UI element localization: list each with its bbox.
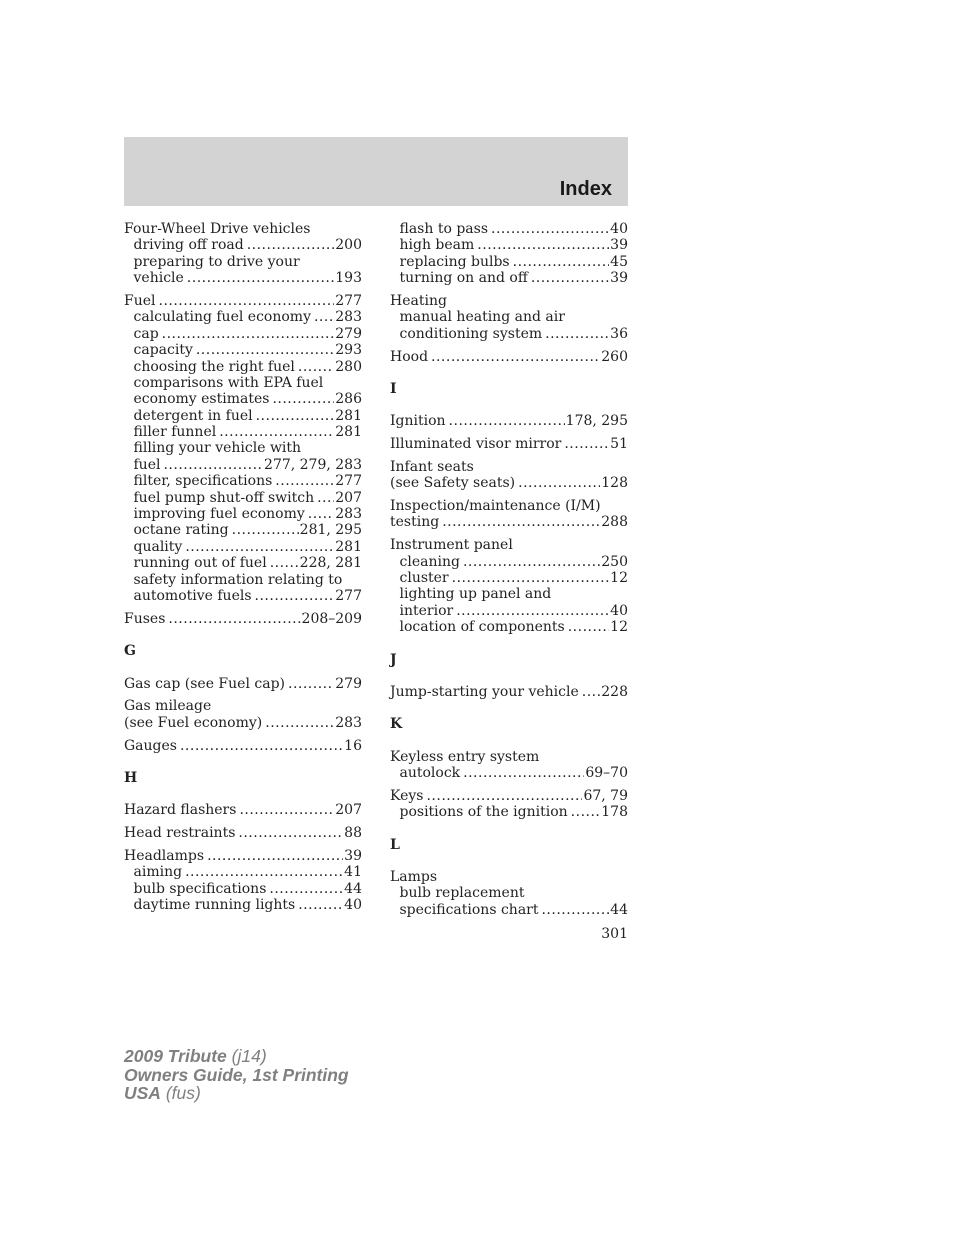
dot-leader xyxy=(314,309,334,325)
entry-page-reference: 45 xyxy=(610,253,628,270)
entry-text: Headlamps xyxy=(124,847,205,864)
dot-leader xyxy=(163,457,263,473)
entry-text: conditioning system xyxy=(399,325,543,342)
entry-page-reference: 178, 295 xyxy=(565,413,628,430)
entry-text: Fuel xyxy=(124,292,156,309)
index-subentry xyxy=(124,490,362,506)
entry-page-reference: 288 xyxy=(601,514,628,531)
index-entry xyxy=(124,802,362,818)
entry-text: high beam xyxy=(399,237,475,254)
index-subentry xyxy=(390,586,628,602)
dot-leader xyxy=(298,897,343,913)
entry-text: Four-Wheel Drive vehicles xyxy=(124,221,311,237)
dot-leader xyxy=(255,588,335,604)
index-subentry xyxy=(124,270,362,286)
section-letter-heading: K xyxy=(390,716,403,733)
entry-page-reference: 39 xyxy=(610,270,628,287)
entry-text: filter, specifications xyxy=(133,473,273,490)
index-subentry xyxy=(390,570,628,586)
entry-text: bulb replacement xyxy=(399,885,525,902)
dot-leader xyxy=(442,514,600,530)
dot-leader xyxy=(431,349,600,365)
index-subentry xyxy=(390,902,628,918)
index-subentry xyxy=(390,765,628,781)
entry-text: preparing to drive your xyxy=(133,253,300,270)
entry-text: fuel xyxy=(133,456,161,473)
entry-text: safety information relating to xyxy=(133,571,343,588)
section-letter-heading: L xyxy=(390,836,400,853)
entry-text: economy estimates xyxy=(133,391,270,408)
index-subentry xyxy=(390,326,628,342)
footer-line-3 xyxy=(124,1084,349,1103)
entry-page-reference: 283 xyxy=(335,309,362,326)
dot-leader xyxy=(531,270,609,286)
entry-page-reference: 12 xyxy=(610,619,628,636)
index-subentry xyxy=(124,522,362,538)
entry-page-reference: 36 xyxy=(610,325,628,342)
dot-leader xyxy=(308,506,335,522)
entry-page-reference: 39 xyxy=(344,847,362,864)
entry-text: Keys xyxy=(390,787,424,804)
dot-leader xyxy=(232,522,299,538)
footer xyxy=(124,1047,349,1103)
dot-leader xyxy=(187,270,334,286)
entry-page-reference: 293 xyxy=(335,342,362,359)
index-entry xyxy=(390,869,628,885)
entry-page-reference: 44 xyxy=(610,901,628,918)
dot-leader xyxy=(564,436,609,452)
index-subentry xyxy=(390,804,628,820)
entry-page-reference: 277 xyxy=(335,587,362,604)
dot-leader xyxy=(239,802,334,818)
entry-text: quality xyxy=(133,538,183,555)
dot-leader xyxy=(571,804,601,820)
entry-text: capacity xyxy=(133,342,193,359)
dot-leader xyxy=(238,825,343,841)
entry-page-reference: 39 xyxy=(610,237,628,254)
entry-text: automotive fuels xyxy=(133,587,252,604)
dot-leader xyxy=(456,603,609,619)
dot-leader xyxy=(426,788,582,804)
footer-line-1 xyxy=(124,1047,349,1066)
entry-text: bulb specifications xyxy=(133,880,267,897)
index-subentry xyxy=(124,572,362,588)
index-entry xyxy=(124,715,362,731)
index-subentry xyxy=(124,342,362,358)
dot-leader xyxy=(541,902,609,918)
index-subentry xyxy=(390,254,628,270)
entry-text: cluster xyxy=(399,569,449,586)
dot-leader xyxy=(162,326,335,342)
entry-page-reference: 228, 281 xyxy=(299,555,362,572)
index-subentry xyxy=(124,881,362,897)
entry-page-reference: 12 xyxy=(610,569,628,586)
entry-page-reference: 207 xyxy=(335,489,362,506)
index-entry xyxy=(390,749,628,765)
entry-page-reference: 277 xyxy=(335,473,362,490)
dot-leader xyxy=(207,848,343,864)
dot-leader xyxy=(463,765,584,781)
entry-page-reference: 280 xyxy=(335,358,362,375)
entry-page-reference: 281 xyxy=(335,407,362,424)
entry-text: Gas mileage xyxy=(124,698,212,715)
entry-text: cleaning xyxy=(399,553,460,570)
index-subentry xyxy=(124,506,362,522)
index-entry xyxy=(390,436,628,452)
entry-text: filling your vehicle with xyxy=(133,440,302,457)
entry-text: Lamps xyxy=(390,869,438,886)
entry-page-reference: 250 xyxy=(601,553,628,570)
index-subentry xyxy=(390,237,628,253)
index-entry xyxy=(390,293,628,309)
index-header-band xyxy=(124,137,628,206)
index-subentry xyxy=(124,440,362,456)
index-entry xyxy=(124,825,362,841)
entry-text: driving off road xyxy=(133,237,244,254)
dot-leader xyxy=(545,326,609,342)
entry-text: (see Fuel economy) xyxy=(124,714,263,731)
index-entry xyxy=(124,611,362,627)
entry-page-reference: 88 xyxy=(344,825,362,842)
dot-leader xyxy=(272,391,334,407)
index-entry xyxy=(124,293,362,309)
entry-text: Keyless entry system xyxy=(390,748,540,765)
page-number: 301 xyxy=(601,926,628,942)
section-letter-heading: I xyxy=(390,380,397,397)
entry-page-reference: 260 xyxy=(601,348,628,365)
footer-market-code: (fus) xyxy=(165,1083,201,1103)
entry-text: (see Safety seats) xyxy=(390,475,516,492)
entry-page-reference: 51 xyxy=(610,436,628,453)
entry-page-reference: 41 xyxy=(344,864,362,881)
page-title: Index xyxy=(559,178,612,200)
index-subentry xyxy=(390,309,628,325)
entry-text: vehicle xyxy=(133,270,184,287)
index-entry xyxy=(390,475,628,491)
section-letter-heading: G xyxy=(124,643,136,660)
entry-text: Instrument panel xyxy=(390,537,513,554)
dot-leader xyxy=(247,237,335,253)
index-entry xyxy=(124,221,362,237)
entry-text: autolock xyxy=(399,765,461,782)
entry-text: choosing the right fuel xyxy=(133,358,295,375)
entry-text: manual heating and air xyxy=(399,309,565,326)
entry-page-reference: 228 xyxy=(601,683,628,700)
entry-page-reference: 283 xyxy=(335,506,362,523)
entry-page-reference: 281, 295 xyxy=(299,522,362,539)
entry-text: Gas cap (see Fuel cap) xyxy=(124,675,285,692)
entry-text: Hazard flashers xyxy=(124,802,237,819)
entry-text: detergent in fuel xyxy=(133,407,253,424)
dot-leader xyxy=(185,864,343,880)
index-subentry xyxy=(124,375,362,391)
index-subentry xyxy=(124,457,362,473)
footer-guide: Owners Guide, 1st Printing xyxy=(124,1064,349,1085)
footer-line-2 xyxy=(124,1066,349,1085)
entry-page-reference: 40 xyxy=(344,897,362,914)
footer-model: 2009 Tribute xyxy=(124,1046,227,1066)
entry-page-reference: 279 xyxy=(335,675,362,692)
dot-leader xyxy=(463,554,600,570)
entry-page-reference: 40 xyxy=(610,602,628,619)
dot-leader xyxy=(491,221,609,237)
entry-text: testing xyxy=(390,514,440,531)
index-subentry xyxy=(390,270,628,286)
index-subentry xyxy=(390,619,628,635)
index-column-right xyxy=(390,221,628,918)
entry-page-reference: 281 xyxy=(335,538,362,555)
dot-leader xyxy=(180,738,343,754)
index-subentry xyxy=(390,603,628,619)
index-entry xyxy=(390,537,628,553)
entry-page-reference: 193 xyxy=(335,270,362,287)
dot-leader xyxy=(449,413,565,429)
dot-leader xyxy=(256,408,335,424)
entry-text: Jump-starting your vehicle xyxy=(390,683,579,700)
dot-leader xyxy=(185,539,334,555)
index-entry xyxy=(390,684,628,700)
index-entry xyxy=(390,514,628,530)
index-entry xyxy=(390,459,628,475)
entry-text: Illuminated visor mirror xyxy=(390,436,562,453)
entry-text: Fuses xyxy=(124,610,166,627)
section-letter-heading: H xyxy=(124,769,138,786)
dot-leader xyxy=(452,570,610,586)
entry-text: aiming xyxy=(133,864,183,881)
index-entry xyxy=(124,738,362,754)
index-entry xyxy=(124,848,362,864)
entry-text: daytime running lights xyxy=(133,897,296,914)
entry-page-reference: 279 xyxy=(335,325,362,342)
entry-text: octane rating xyxy=(133,522,229,539)
dot-leader xyxy=(269,881,343,897)
index-subentry xyxy=(124,473,362,489)
entry-text: Ignition xyxy=(390,413,446,430)
dot-leader xyxy=(168,611,300,627)
index-subentry xyxy=(124,539,362,555)
entry-page-reference: 128 xyxy=(601,475,628,492)
index-subentry xyxy=(124,326,362,342)
index-entry xyxy=(390,788,628,804)
entry-page-reference: 277, 279, 283 xyxy=(264,456,362,473)
dot-leader xyxy=(513,254,610,270)
entry-text: filler funnel xyxy=(133,424,217,441)
index-entry xyxy=(390,349,628,365)
entry-page-reference: 40 xyxy=(610,221,628,237)
entry-page-reference: 277 xyxy=(335,292,362,309)
entry-page-reference: 44 xyxy=(344,880,362,897)
index-subentry xyxy=(390,885,628,901)
entry-page-reference: 16 xyxy=(344,737,362,754)
dot-leader xyxy=(317,490,334,506)
entry-text: running out of fuel xyxy=(133,555,267,572)
entry-text: positions of the ignition xyxy=(399,804,568,821)
footer-model-code: (j14) xyxy=(231,1046,267,1066)
entry-text: calculating fuel economy xyxy=(133,309,311,326)
entry-text: replacing bulbs xyxy=(399,253,510,270)
entry-page-reference: 178 xyxy=(601,804,628,821)
index-subentry xyxy=(124,237,362,253)
index-subentry xyxy=(390,554,628,570)
index-subentry xyxy=(124,309,362,325)
index-entry xyxy=(124,698,362,714)
entry-text: specifications chart xyxy=(399,901,539,918)
entry-text: Inspection/maintenance (I/M) xyxy=(390,498,601,515)
index-subentry xyxy=(124,897,362,913)
index-column-left xyxy=(124,221,362,913)
index-subentry xyxy=(390,221,628,237)
entry-page-reference: 283 xyxy=(335,714,362,731)
entry-text: lighting up panel and xyxy=(399,586,552,603)
entry-text: improving fuel economy xyxy=(133,506,305,523)
index-subentry xyxy=(124,359,362,375)
dot-leader xyxy=(288,676,334,692)
index-subentry xyxy=(124,424,362,440)
entry-text: Gauges xyxy=(124,737,177,754)
footer-market: USA xyxy=(124,1083,161,1103)
entry-page-reference: 281 xyxy=(335,424,362,441)
entry-page-reference: 67, 79 xyxy=(583,787,628,804)
entry-text: Heating xyxy=(390,292,447,309)
entry-text: Head restraints xyxy=(124,825,236,842)
dot-leader xyxy=(159,293,335,309)
index-subentry xyxy=(124,588,362,604)
entry-page-reference: 69–70 xyxy=(585,765,628,782)
entry-page-reference: 207 xyxy=(335,802,362,819)
index-subentry xyxy=(124,254,362,270)
entry-page-reference: 286 xyxy=(335,391,362,408)
index-subentry xyxy=(124,864,362,880)
index-entry xyxy=(124,676,362,692)
index-subentry xyxy=(124,408,362,424)
index-entry xyxy=(390,498,628,514)
entry-text: fuel pump shut-off switch xyxy=(133,489,315,506)
entry-text: Hood xyxy=(390,348,429,365)
entry-text: turning on and off xyxy=(399,270,528,287)
dot-leader xyxy=(568,619,609,635)
index-subentry xyxy=(124,555,362,571)
dot-leader xyxy=(265,715,334,731)
entry-text: location of components xyxy=(399,619,565,636)
entry-text: interior xyxy=(399,602,454,619)
entry-page-reference: 200 xyxy=(335,237,362,254)
dot-leader xyxy=(582,684,600,700)
index-subentry xyxy=(124,391,362,407)
dot-leader xyxy=(196,342,334,358)
dot-leader xyxy=(477,237,609,253)
entry-text: comparisons with EPA fuel xyxy=(133,374,324,391)
dot-leader xyxy=(275,473,334,489)
dot-leader xyxy=(298,359,334,375)
entry-page-reference: 208–209 xyxy=(301,610,362,627)
entry-text: Infant seats xyxy=(390,458,474,475)
index-entry xyxy=(390,413,628,429)
entry-text: cap xyxy=(133,325,159,342)
dot-leader xyxy=(270,555,299,571)
dot-leader xyxy=(219,424,334,440)
dot-leader xyxy=(518,475,600,491)
entry-text: flash to pass xyxy=(399,221,489,237)
section-letter-heading: J xyxy=(390,651,397,668)
